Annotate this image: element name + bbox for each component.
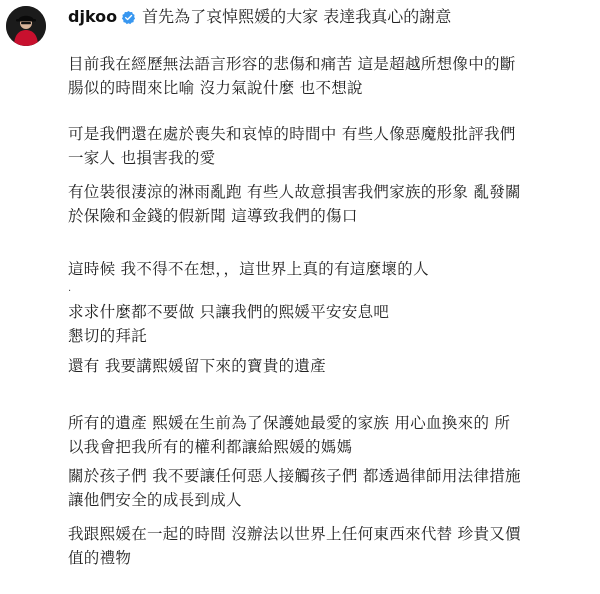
- caption-line: 值的禮物: [68, 549, 132, 567]
- caption-paragraph: [68, 522, 521, 570]
- caption-first-line: 首先為了哀悼熙媛的大家 表達我真心的謝意: [142, 7, 452, 26]
- caption-line: 懇切的拜託: [68, 327, 148, 345]
- caption-line: 有位裝很淒涼的淋雨亂跑 有些人故意損害我們家族的形象 亂發關: [68, 183, 521, 201]
- caption-line: 腸似的時間來比喻 沒力氣說什麼 也不想說: [68, 79, 363, 97]
- caption-line: 求求什麼都不要做 只讓我們的熙媛平安安息吧: [68, 303, 390, 321]
- caption-line: 於保險和金錢的假新聞 這導致我們的傷口: [68, 207, 358, 225]
- caption-line: 讓他們安全的成長到成人: [68, 491, 242, 509]
- caption-line: 這時候 我不得不在想，，這世界上真的有這麼壞的人: [68, 260, 429, 278]
- username-link[interactable]: djkoo: [68, 7, 118, 26]
- verified-badge-icon: [121, 10, 136, 25]
- caption-paragraph: [68, 354, 326, 378]
- caption-line: 目前我在經歷無法語言形容的悲傷和痛苦 這是超越所想像中的斷: [68, 55, 516, 73]
- caption-line: 我跟熙媛在一起的時間 沒辦法以世界上任何東西來代替 珍貴又價: [68, 525, 521, 543]
- caption-line: 所有的遺產 熙媛在生前為了保護她最愛的家族 用心血換來的 所: [68, 414, 511, 432]
- avatar[interactable]: [6, 6, 46, 46]
- caption-line: 可是我們還在處於喪失和哀悼的時間中 有些人像惡魔般批評我們: [68, 125, 516, 143]
- caption-line: 一家人 也損害我的愛: [68, 149, 216, 167]
- caption-paragraph: [68, 180, 521, 228]
- avatar-profile-image: [6, 6, 46, 46]
- caption-line: 還有 我要講熙媛留下來的寶貴的遺產: [68, 357, 327, 375]
- stray-dot-mark: .: [68, 283, 72, 294]
- caption-paragraph: [68, 300, 389, 348]
- caption-line: 以我會把我所有的權利都讓給熙媛的媽媽: [68, 438, 353, 456]
- caption-paragraph: [68, 257, 429, 281]
- caption-paragraph: [68, 122, 516, 170]
- caption-header: [68, 6, 451, 28]
- caption-paragraph: [68, 464, 521, 512]
- caption-paragraph: [68, 411, 510, 459]
- caption-line: 關於孩子們 我不要讓任何惡人接觸孩子們 都透過律師用法律措施: [68, 467, 521, 485]
- caption-paragraph: [68, 52, 516, 100]
